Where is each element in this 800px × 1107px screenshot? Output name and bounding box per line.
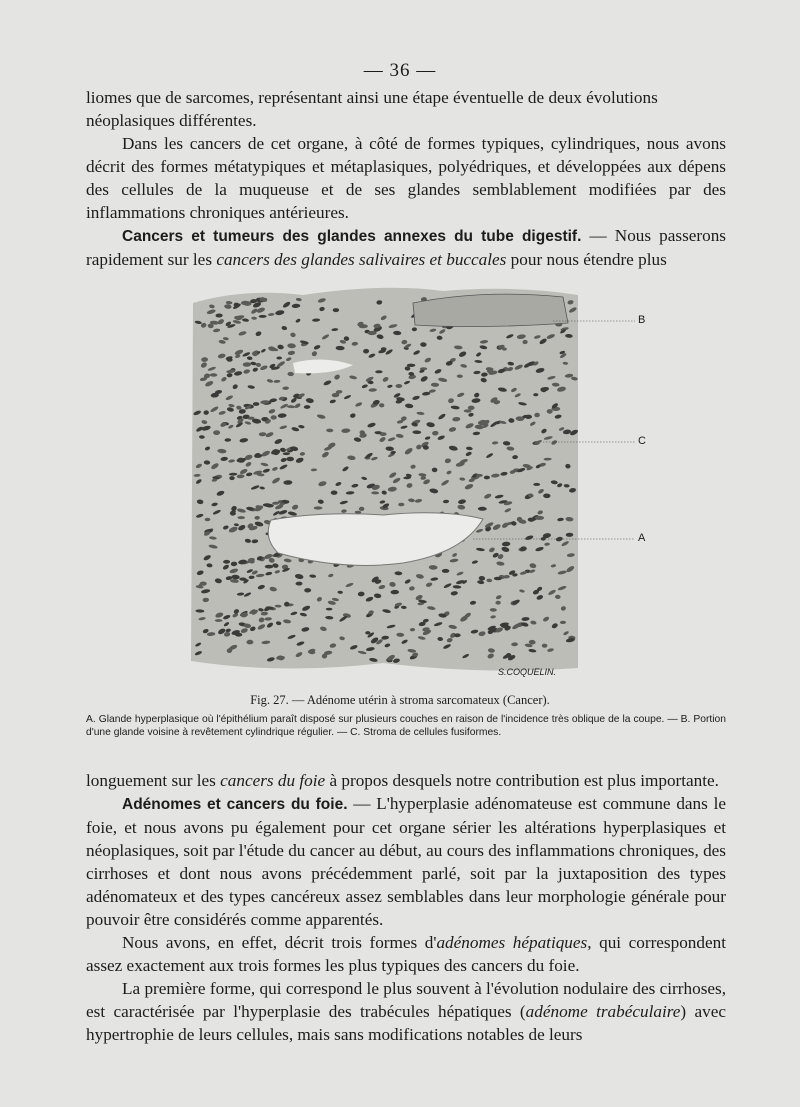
paragraph-foie-intro (86, 769, 726, 792)
paragraph-trois-formes (86, 931, 726, 977)
text-block-bottom (86, 769, 726, 1046)
cell-nucleus (494, 577, 502, 580)
cell-nucleus (246, 640, 253, 645)
paragraph-annexes (86, 224, 726, 271)
text-run: , qui correspondent assez exactement aux trois formes les plus typiques des cancers du foie. (86, 933, 726, 975)
paragraph-forms: Dans les cancers de cet organe, à côté de formes typiques, cylindriques, nous avons décrit des formes métatypiques et métaplasiques, polyédriques, et développées aux dépens des cellules de la muqueuse et de ses glandes semblablement modifiées par des inflammations chroniques antérieures. (86, 134, 726, 222)
text-run: à propos desquels notre contribution est plus importante. (325, 771, 719, 790)
text-run: longuement sur les (86, 771, 221, 790)
histology-illustration (183, 283, 653, 675)
cell-nucleus (535, 516, 544, 520)
page-number: — 36 — (363, 60, 437, 81)
cell-nucleus (229, 476, 234, 480)
figure-label-c: C (638, 435, 646, 447)
figure-legend: A. Glande hyperplasique où l'épithélium paraît disposé sur plusieurs couches en raison de l'incidence très oblique de la coupe. — B. Portion d'une glande voisine à revêtement cylindrique régulier. — C. Stroma de cellules fusiformes. (86, 714, 726, 738)
cell-nucleus (396, 384, 403, 388)
italic-run: cancers du foie (220, 771, 326, 790)
figure-caption: Fig. 27. — Adénome utérin à stroma sarcomateux (Cancer). (250, 693, 550, 707)
cell-nucleus (468, 406, 475, 410)
cell-nucleus (205, 518, 211, 521)
italic-run: cancers des glandes salivaires et buccales (216, 250, 507, 269)
cell-nucleus (442, 569, 450, 573)
cell-nucleus (533, 483, 540, 486)
italic-run: adénome trabéculaire (525, 1002, 681, 1021)
paragraph-adenomes (86, 792, 726, 931)
italic-run: adénomes hépatiques (436, 933, 588, 952)
text-line: néoplasiques différentes. (86, 111, 257, 130)
text-run: ) avec hypertrophie de leurs cellules, mais sans modifications notables de leurs (86, 1002, 726, 1044)
section-heading-annexes: Cancers et tumeurs des glandes annexes du tube digestif. (122, 228, 582, 245)
text-run: pour nous étendre plus (506, 250, 667, 269)
illustrator-signature: S.COQUELIN. (498, 667, 557, 677)
cell-nucleus (533, 393, 538, 396)
cell-nucleus (333, 308, 339, 312)
histology-figure (183, 283, 646, 675)
figure-label-a: A (638, 532, 646, 544)
cell-nucleus (286, 457, 294, 462)
figure-label-b: B (638, 314, 646, 326)
text-run: La première forme, qui correspond le plus souvent à l'évolution nodulaire des cirrhoses, est caractérisée par l'hyperplasie des trabécules hépatiques ( (86, 979, 726, 1021)
text-block-top (86, 86, 726, 271)
section-heading-foie: Adénomes et cancers du foie. (122, 796, 348, 813)
text-run: — L'hyperplasie adénomateuse est commune dans le foie, et nous avons pu également pour cet organe sérier les altérations hyperplasiques et néoplasiques, soit par l'étude du cancer au début, au cours des inflammations chroniques, des cirrhoses et dont nous avons précédemment parlé, soit par la juxtaposition des types adénomateux et des types cancéreux assez semblables dans leur morphologie générale pour pouvoir être considérés comme apparentés. (86, 794, 726, 929)
cell-nucleus (271, 415, 277, 419)
cell-nucleus (253, 402, 260, 406)
cell-nucleus (375, 370, 382, 373)
text-run: Nous avons, en effet, décrit trois formes d' (122, 933, 437, 952)
text-line: liomes que de sarcomes, représentant ainsi une étape éventuelle de deux évolutions (86, 88, 658, 107)
paragraph-premiere-forme (86, 977, 726, 1046)
text-run: — Nous passerons rapidement sur les (86, 226, 726, 269)
